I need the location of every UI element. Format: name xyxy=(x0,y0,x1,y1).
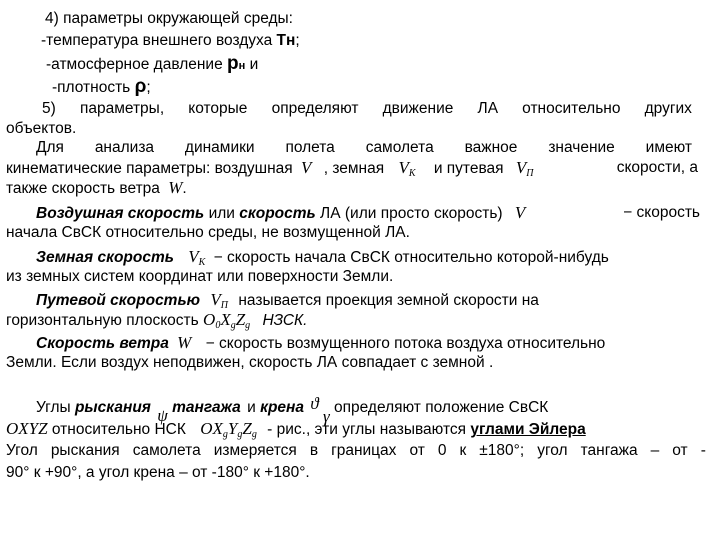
word: значение xyxy=(548,139,615,156)
word: ±180°; xyxy=(479,442,525,459)
euler-angles-line2: OXYZ относительно НСК $OX_gY_gZ_g$ - рис., эти углы называются углами Эйлера xyxy=(6,419,586,440)
kinematic-line1 xyxy=(36,139,692,157)
windspeed-definition-line2: Земли. Если воздух неподвижен, скорость ЛА совпадает с земной . xyxy=(6,354,494,371)
word: Для xyxy=(36,139,64,156)
temperature-line: -температура внешнего воздуха Тн; xyxy=(41,32,300,49)
trackspeed-symbol-2: $V_П$ xyxy=(210,290,229,311)
word: тангажа xyxy=(580,442,638,459)
normal-frame-symbol: $OX_gY_gZ_g$ xyxy=(200,419,257,440)
word: анализа xyxy=(94,139,155,156)
groundspeed-definition-line1: Земная скорость $V_K$ − скорость начала СвСК относительно которой-нибудь xyxy=(36,247,609,268)
word: от xyxy=(409,442,425,459)
pitch-symbol: ϑ xyxy=(310,394,319,413)
trackspeed-symbol: $V_П$ xyxy=(515,158,534,179)
word: которые xyxy=(188,100,248,117)
kinematic-line2: кинематические параметры: воздушная V , земная $V_K$ и путевая $V_П$ скорости, а xyxy=(6,158,698,179)
density-symbol: ρ xyxy=(134,76,147,97)
word: параметры, xyxy=(79,100,165,117)
word: угол xyxy=(537,442,568,459)
windspeed-symbol: W xyxy=(168,178,183,197)
word: 5) xyxy=(42,100,56,117)
word: самолета xyxy=(132,442,201,459)
word: 0 xyxy=(437,442,447,459)
word: ЛА xyxy=(477,100,499,117)
windspeed-symbol-2: W xyxy=(177,333,192,352)
word: важное xyxy=(464,139,518,156)
pressure-symbol: р xyxy=(227,53,239,74)
groundspeed-definition-line2: из земных систем координат или поверхности Земли. xyxy=(6,268,394,285)
density-line: -плотность ρ; xyxy=(52,76,151,97)
word: от xyxy=(672,442,688,459)
groundspeed-symbol: $V_K$ xyxy=(398,158,416,179)
body-frame-symbol: OXYZ xyxy=(6,419,48,438)
word: измеряется xyxy=(213,442,297,459)
euler-angles-term: углами Эйлера xyxy=(470,421,586,438)
euler-angles-line1: Углы рыскания ψ тангажа и крена ϑ γ определяют положение СвСК xyxy=(36,394,549,426)
word: полета xyxy=(285,139,335,156)
word: движение xyxy=(382,100,454,117)
section5-line2: объектов. xyxy=(6,120,77,137)
temperature-symbol: Тн xyxy=(276,32,296,49)
roll-symbol: γ xyxy=(323,407,330,426)
yaw-symbol: ψ xyxy=(157,406,168,425)
ground-frame-symbol: $O_0X_gZ_g$ xyxy=(203,310,251,331)
word: других xyxy=(644,100,692,117)
word: - xyxy=(700,442,706,459)
word: определяют xyxy=(271,100,359,117)
word: к xyxy=(459,442,467,459)
word: границах xyxy=(331,442,397,459)
trackspeed-definition-line1: Путевой скоростью $V_П$ называется проекция земной скорости на xyxy=(36,290,539,311)
word: относительно xyxy=(522,100,621,117)
airspeed-symbol-2: V xyxy=(514,203,526,222)
groundspeed-symbol-2: $V_K$ xyxy=(188,247,206,268)
word: имеют xyxy=(645,139,692,156)
word: Угол xyxy=(6,442,38,459)
word: в xyxy=(309,442,319,459)
kinematic-line3: также скорость ветра W. xyxy=(6,178,187,197)
windspeed-definition-line1: Скорость ветра W − скорость возмущенного потока воздуха относительно xyxy=(36,333,606,352)
trackspeed-definition-line2: горизонтальную плоскость $O_0X_gZ_g$ НЗСК. xyxy=(6,310,308,331)
word: динамики xyxy=(184,139,255,156)
word: самолета xyxy=(365,139,434,156)
word: – xyxy=(650,442,660,459)
word: рыскания xyxy=(50,442,120,459)
airspeed-definition-line1: Воздушная скорость или скорость ЛА (или просто скорость) V − скорость xyxy=(36,203,700,222)
euler-angles-line3 xyxy=(6,442,706,460)
section5-line1 xyxy=(42,100,692,118)
airspeed-definition-line2: начала СвСК относительно среды, не возмущенной ЛА. xyxy=(6,224,410,241)
euler-angles-line4: 90° к +90°, а угол крена – от -180° к +180°. xyxy=(6,464,310,481)
airspeed-symbol: V xyxy=(301,158,312,177)
section4-heading: 4) параметры окружающей среды: xyxy=(45,10,293,27)
pressure-line: -атмосферное давление рн и xyxy=(46,53,259,74)
